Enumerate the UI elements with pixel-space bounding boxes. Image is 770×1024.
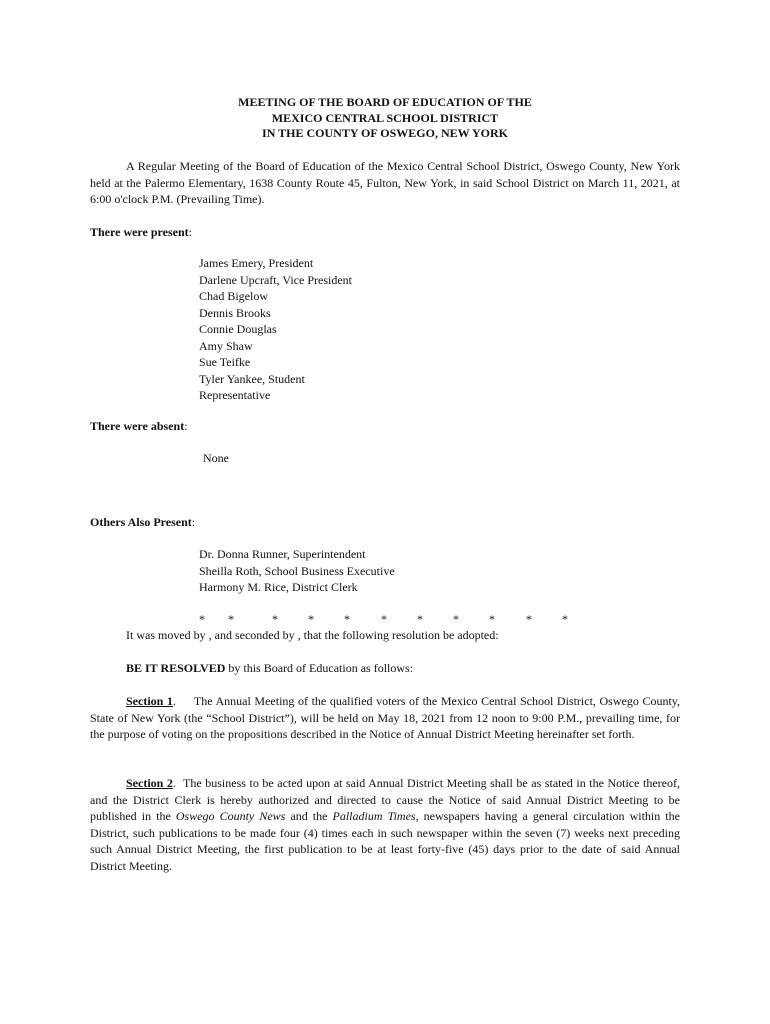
newspaper-palladium-times: Palladium Times — [332, 809, 416, 823]
separator-star: * — [308, 612, 314, 626]
title-line-3: IN THE COUNTY OF OSWEGO, NEW YORK — [262, 126, 508, 140]
intro-text: A Regular Meeting of the Board of Education of the Mexico Central School District, Oswego County, New York held at the Palermo Elementary, 1638 County Route 45, Fulton, New York, in said School District on March 11, 2021, at 6:00 o'clock P.M. (Prevailing Time). — [90, 159, 680, 206]
present-colon: : — [188, 225, 192, 239]
present-list — [199, 255, 352, 404]
absent-colon: : — [184, 419, 188, 433]
newspaper-oswego-county-news: Oswego County News — [175, 809, 286, 823]
separator-star: * — [489, 612, 495, 626]
list-item: Tyler Yankee, Student — [199, 371, 305, 386]
absent-value: None — [203, 451, 229, 465]
list-item: Dennis Brooks — [199, 305, 271, 320]
section-1-period: . — [172, 694, 176, 708]
resolved-line — [126, 660, 413, 677]
section-2-heading: Section 2 — [126, 776, 173, 790]
absent-heading — [90, 418, 188, 435]
list-item: Dr. Donna Runner, Superintendent — [199, 547, 366, 561]
title-line-1: MEETING OF THE BOARD OF EDUCATION OF THE — [238, 95, 532, 109]
list-item: James Emery, President — [199, 256, 314, 270]
present-heading — [90, 224, 192, 241]
separator-star: * — [526, 612, 532, 626]
separator-star: * — [272, 612, 278, 626]
section-1-text: The Annual Meeting of the qualified voters of the Mexico Central School District, Oswego County, State of New York (the “School District”), will be held on May 18, 2021 from 12 noon to 9:00 P.M., prevailing time, for the purpose of voting on the propositions described in the Notice of Annual District Meeting hereinafter set forth. — [90, 694, 680, 741]
list-item: Sheilla Roth, School Business Executive — [199, 563, 395, 578]
present-label: There were present — [90, 225, 189, 239]
separator-star: * — [199, 612, 205, 626]
absent-label: There were absent — [90, 419, 185, 433]
section-2-text-a: The business to be acted upon at said Annual District Meeting shall be as stated in the Notice thereof, and the District Clerk is hereby authorized and directed to cause the Notice of said Annual District Meeting to be published in the — [90, 776, 681, 823]
section-1-paragraph — [90, 693, 680, 743]
section-2-text-c: , newspapers having a general circulation within the District, such publications to be made four (4) times each in such newspaper within the seven (7) weeks next preceding such Annual District Meeting, the first publication to be at least forty-five (45) days prior to the date of said Annual District Meeting. — [90, 809, 680, 873]
separator-star: * — [344, 612, 350, 626]
section-2-text-b: and the — [285, 809, 333, 823]
intro-paragraph — [90, 158, 680, 208]
list-item: Connie Douglas — [199, 322, 277, 336]
separator-star: * — [228, 612, 234, 626]
list-item: Chad Bigelow — [199, 289, 268, 303]
list-item: Darlene Upcraft, Vice President — [199, 272, 352, 287]
section-2-paragraph — [90, 775, 680, 874]
section-2-period: . — [172, 776, 176, 790]
document-title — [0, 95, 770, 142]
separator-star: * — [417, 612, 423, 626]
others-heading — [90, 514, 195, 531]
separator-star: * — [381, 612, 387, 626]
list-item: Representative — [199, 388, 271, 402]
list-item: Sue Teifke — [199, 355, 251, 369]
separator-star: * — [453, 612, 459, 626]
section-1-heading: Section 1 — [126, 694, 173, 708]
resolved-rest: by this Board of Education as follows: — [225, 661, 414, 675]
list-item: Amy Shaw — [199, 338, 253, 353]
resolved-bold: BE IT RESOLVED — [126, 661, 226, 675]
motion-text: It was moved by , and seconded by , that the following resolution be adopted: — [126, 628, 499, 642]
others-label: Others Also Present — [90, 515, 192, 529]
others-list — [199, 546, 395, 596]
others-colon: : — [191, 515, 196, 529]
title-line-2: MEXICO CENTRAL SCHOOL DISTRICT — [271, 110, 499, 125]
separator-star: * — [562, 612, 568, 626]
list-item: Harmony M. Rice, District Clerk — [199, 580, 358, 594]
